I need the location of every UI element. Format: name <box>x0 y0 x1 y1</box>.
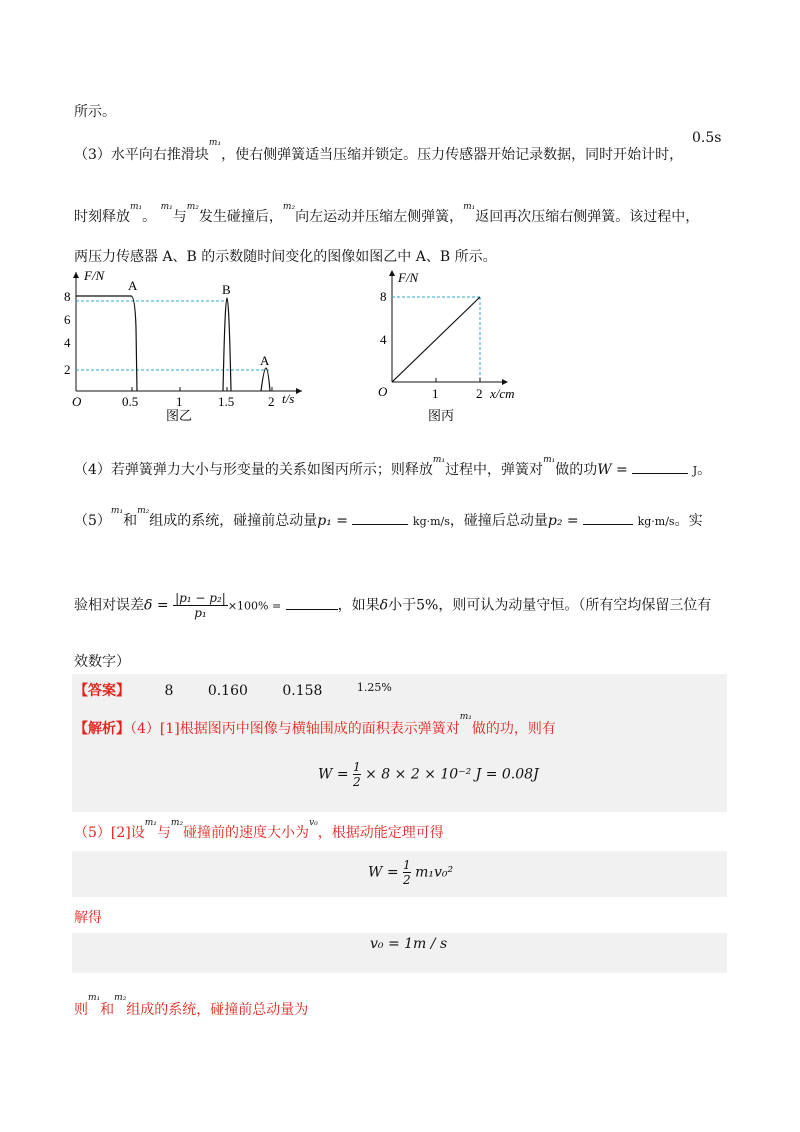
x-tick-2: 2 <box>268 394 275 409</box>
origin-label: O <box>72 394 82 409</box>
curve-label-a2: A <box>260 353 270 368</box>
y-tick-8: 8 <box>64 289 71 304</box>
figure-yi <box>64 268 310 428</box>
figure-caption-bing: 图丙 <box>428 408 455 423</box>
y-tick-2: 2 <box>64 362 71 377</box>
curve-b <box>223 298 231 391</box>
line-0: 所示。 <box>74 104 116 120</box>
y-tick-6: 6 <box>64 312 71 327</box>
part-6: 验相对误差δ = $\frac{\text{|p₁ − p₂|}}{\text{p₁}}$ ×100% = ，如果δ小于5%，则可认为动量守恒。（所有空均保留三位有 <box>74 591 712 620</box>
blank-p2[interactable] <box>583 524 633 525</box>
x-tick-1: 1 <box>432 386 439 401</box>
x-tick-2: 2 <box>476 386 483 401</box>
blank-p1[interactable] <box>352 524 408 525</box>
part-4: （4）若弹簧弹力大小与形变量的关系如图丙所示；则释放$^{m_1}$过程中，弹簧对$^{m_1}$做的功W = J。 <box>74 455 712 478</box>
x-tick-1: 1 <box>176 394 183 409</box>
figure-caption-yi: 图乙 <box>166 408 193 423</box>
time-value: 0.5s <box>692 130 722 146</box>
x-tick-1.5: 1.5 <box>218 394 235 409</box>
y-axis-label: F/N <box>84 268 105 283</box>
var-m1: m₁ <box>208 138 222 149</box>
curve-a2 <box>261 368 270 391</box>
curve-label-b: B <box>222 282 231 297</box>
force-line <box>392 297 480 382</box>
y-tick-4: 4 <box>380 332 387 347</box>
blank-delta[interactable] <box>286 609 338 610</box>
blank-w[interactable] <box>632 473 688 474</box>
y-axis-label: F/N <box>398 270 419 285</box>
analysis-line-3: 解得 <box>74 910 102 926</box>
part-5: $(5)^{m_1}$和$^{m_2}$组成的系统，碰撞前总动量p₁ = kg·m/s，碰撞后总动量p₂ = kg·m/s。实 <box>74 506 703 529</box>
line-7: 效数字） <box>74 654 130 670</box>
line-4: 时刻释放$^{m_1}$。 $^{m_1}$与$^{m_2}$发生碰撞后，$^{m_2}$向左运动并压缩左侧弹簧，$^{m_1}$返回再次压缩右侧弹簧。该过程中， <box>74 202 700 225</box>
equation-1: W = $\frac{1}{2}$ × 8 × 2 × 10⁻² J = 0.08J <box>318 760 539 789</box>
analysis-line-1: 【解析】（4）[1]根据图丙中图像与横轴围成的面积表示弹簧对$^{m_1}$做的功，则有 <box>74 712 556 737</box>
y-tick-4: 4 <box>64 335 71 350</box>
delta-fraction: $\frac{\text{|p₁ − p₂|}}{\text{p₁}}$ <box>175 591 226 620</box>
analysis-line-2: （5）[2]设$^{m_1}$与$^{m_2}$碰撞前的速度大小为$^{v_0}$，根据动能定理可得 <box>74 818 444 841</box>
analysis-line-4: 则$^{m_1}$和$^{m_2}$组成的系统，碰撞前总动量为 <box>74 993 309 1018</box>
origin-label: O <box>378 384 388 399</box>
line-5: 两压力传感器 A、B 的示数随时间变化的图像如图乙中 A、B 所示。 <box>74 249 497 265</box>
line-3: （3）水平向右推滑块$^{m_1}$，使右侧弹簧适当压缩并锁定。压力传感器开始记录数据，同时开始计时， <box>74 138 684 163</box>
x-axis-label: x/cm <box>490 386 515 401</box>
answer-row: 【答案】 8 0.160 0.158 $^{1.25\%}$ <box>74 681 392 699</box>
equation-2: W = $\frac{1}{2}$ m₁v₀² <box>368 858 454 887</box>
y-tick-8: 8 <box>380 289 387 304</box>
curve-a1 <box>76 296 137 391</box>
x-tick-0.5: 0.5 <box>122 394 139 409</box>
curve-label-a1: A <box>128 278 138 293</box>
equation-3: v₀ = 1m / s <box>370 936 448 952</box>
figure-bing <box>372 268 542 428</box>
x-axis-label: t/s <box>282 391 295 406</box>
